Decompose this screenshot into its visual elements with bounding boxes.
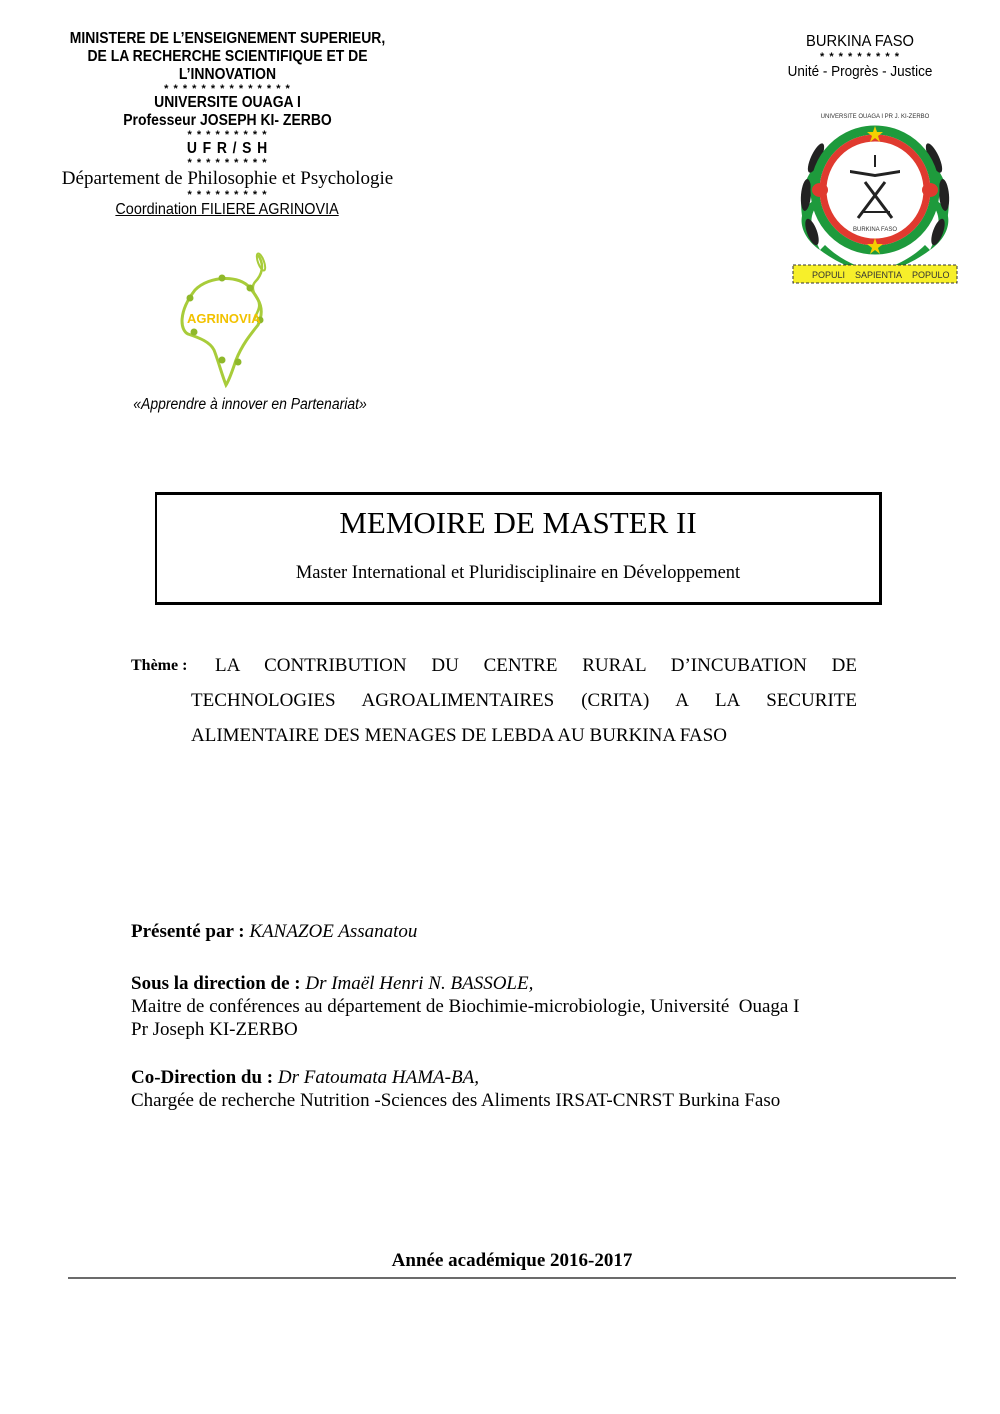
country-header — [775, 32, 945, 82]
presented-by — [131, 920, 417, 943]
presented-label: Présenté par : — [131, 921, 245, 942]
theme-line-3: ALIMENTAIRE DES MENAGES DE LEBDA AU BURKINA FASO — [191, 725, 727, 746]
university-line-1: UNIVERSITE OUAGA I — [154, 94, 301, 111]
theme-line-1: LA CONTRIBUTION DU CENTRE RURAL D’INCUBATION DE — [215, 655, 857, 676]
ministry-line-2: DE LA RECHERCHE SCIENTIFIQUE ET DE — [87, 48, 368, 65]
department-name: Département de Philosophie et Psychologie — [61, 168, 394, 189]
direction-label: Sous la direction de : — [131, 973, 301, 994]
co-supervisor-role: Chargée de recherche Nutrition -Sciences des Aliments IRSAT-CNRST Burkina Faso — [131, 1090, 781, 1111]
institution-header — [40, 30, 415, 220]
university-emblem-icon — [790, 100, 960, 290]
separator-stars: * * * * * * * * * * * * * * — [164, 83, 291, 95]
thesis-title-box — [155, 492, 882, 605]
supervisor-role-2: Pr Joseph KI-ZERBO — [131, 1019, 298, 1040]
ufr-label: U F R / S H — [186, 140, 269, 157]
co-supervisor — [131, 1066, 479, 1089]
university-line-2: Professeur JOSEPH KI- ZERBO — [123, 112, 332, 129]
separator-stars: * * * * * * * * * — [187, 129, 268, 141]
author-name: KANAZOE Assanatou — [249, 921, 418, 942]
country-name: BURKINA FASO — [806, 33, 914, 50]
supervisor-role-1: Maitre de conférences au département de Biochimie-microbiologie, Université Ouaga I — [131, 996, 800, 1017]
national-motto: Unité - Progrès - Justice — [787, 63, 933, 80]
coordination-label: Coordination FILIERE AGRINOVIA — [115, 201, 340, 218]
agrinovia-slogan: «Apprendre à innover en Partenariat» — [133, 396, 367, 413]
co-supervisor-name: Dr Fatoumata HAMA-BA, — [277, 1067, 479, 1088]
svg-text:SAPIENTIA: SAPIENTIA — [855, 270, 903, 280]
separator-stars: * * * * * * * * * — [820, 51, 900, 63]
agrinovia-logo-icon — [170, 250, 280, 390]
thesis-credits — [131, 920, 861, 1120]
thesis-theme — [131, 648, 857, 758]
thesis-title: MEMOIRE DE MASTER II — [339, 505, 697, 540]
supervisor — [131, 972, 533, 995]
ministry-line-1: MINISTERE DE L’ENSEIGNEMENT SUPERIEUR, — [69, 30, 386, 47]
codirection-label: Co-Direction du : — [131, 1067, 274, 1088]
theme-line-2: TECHNOLOGIES AGROALIMENTAIRES (CRITA) A LA SECURITE — [191, 690, 857, 711]
svg-text:BURKINA FASO: BURKINA FASO — [852, 227, 898, 233]
supervisor-name: Dr Imaël Henri N. BASSOLE, — [305, 973, 534, 994]
svg-text:UNIVERSITE OUAGA I PR J. KI-ZE: UNIVERSITE OUAGA I PR J. KI-ZERBO — [820, 114, 930, 120]
svg-text:POPULO: POPULO — [912, 270, 950, 280]
footer-divider — [68, 1277, 956, 1279]
academic-year: Année académique 2016-2017 — [391, 1250, 633, 1271]
svg-text:AGRINOVIA: AGRINOVIA — [187, 311, 261, 326]
svg-text:POPULI: POPULI — [812, 270, 846, 280]
theme-label: Thème : — [131, 657, 188, 674]
ministry-line-3: L’INNOVATION — [178, 66, 277, 83]
thesis-program: Master International et Pluridisciplinaire en Développement — [295, 563, 741, 583]
separator-stars: * * * * * * * * * — [187, 157, 268, 169]
separator-stars: * * * * * * * * * — [187, 189, 268, 201]
